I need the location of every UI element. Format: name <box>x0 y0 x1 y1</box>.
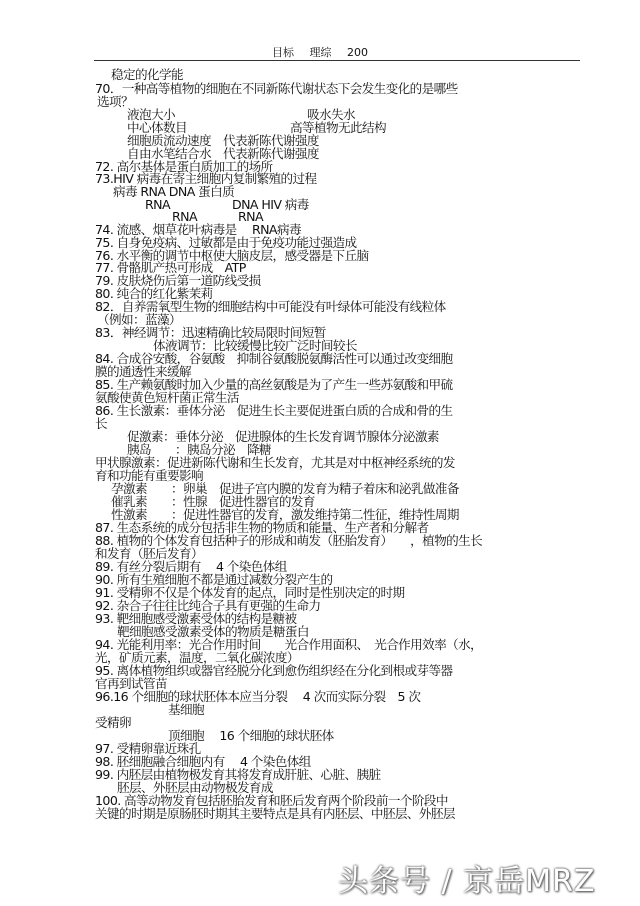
text-line: 胚层、外胚层由动物极发育成 <box>117 780 273 795</box>
text-line: 73.HIV 病毒在寄主细胞内复制繁殖的过程 <box>95 171 317 186</box>
page-header <box>0 44 640 60</box>
text-line: 胰岛 ：胰岛分泌 降糖 <box>127 442 271 457</box>
text-line: 87. 生态系统的成分包括非生物的物质和能量、生产者和分解者 <box>95 520 429 535</box>
text-line: 82．自养需氧型生物的细胞结构中可能没有叶绿体可能没有线粒体 <box>95 299 446 314</box>
text-line: 90. 所有生殖细胞不都是通过减数分裂产生的 <box>95 572 333 587</box>
text-line: 99. 内胚层由植物极发育其将发育成肝脏、心脏、胰脏 <box>95 767 381 782</box>
text-line: 氨酸使黄色短杆菌正常生活 <box>95 390 239 405</box>
text-line: 91. 受精卵不仅是个体发育的起点，同时是性别决定的时期 <box>95 585 405 600</box>
text-line: 72. 高尔基体是蛋白质加工的场所 <box>95 159 273 174</box>
header-rule <box>94 60 580 61</box>
text-line: （例如：蓝藻） <box>97 312 181 327</box>
text-line: 自由水笔结合水 代表新陈代谢强度 <box>127 146 319 161</box>
text-line: 体液调节：比较缓慢比较广泛时间较长 <box>153 338 357 353</box>
text-line: 育和功能有重要影响 <box>95 468 203 483</box>
text-line: 93. 靶细胞感受激素受体的结构是糖被 <box>95 611 297 626</box>
text-line: 催乳素 ：性腺 促进性器官的发育 <box>111 494 315 509</box>
text-line: RNA <box>145 197 170 212</box>
text-line: 和发育（胚后发育） <box>95 546 203 561</box>
text-line: 高等植物无此结构 <box>290 120 386 135</box>
text-line: RNA <box>238 209 263 224</box>
text-line: 吸水失水 <box>307 107 355 122</box>
text-line: 98. 胚细胞融合细胞内有 4 个染色体组 <box>95 754 311 769</box>
text-line: 官再到试管苗 <box>95 676 167 691</box>
watermark: 头条号 / 京岳MRZ <box>338 864 596 899</box>
text-line: 94. 光能利用率：光合作用时间 光合作用面积、 光合作用效率（水， <box>95 637 483 652</box>
text-line: 89. 有丝分裂后期有 4 个染色体组 <box>95 559 287 574</box>
text-line: 85. 生产赖氨酸时加入少量的高丝氨酸是为了产生一些苏氨酸和甲硫 <box>95 377 453 392</box>
text-line: 100. 高等动物发育包括胚胎发育和胚后发育两个阶段前一个阶段中 <box>95 793 448 808</box>
text-line: 甲状腺激素：促进新陈代谢和生长发育，尤其是对中枢神经系统的发 <box>95 455 455 470</box>
text-line: 关键的时期是原肠胚时期其主要特点是具有内胚层、中胚层、外胚层 <box>95 806 455 821</box>
text-line: 基细胞 <box>168 702 204 717</box>
text-line: 96.16 个细胞的球状胚体本应当分裂 4 次而实际分裂 5 次 <box>95 689 421 704</box>
text-line: 长 <box>95 416 107 431</box>
text-line: 液泡大小 <box>127 107 175 122</box>
text-line: 顶细胞 16 个细胞的球状胚体 <box>168 728 334 743</box>
text-line: 76. 水平衡的调节中枢使大脑皮层，感受器是下丘脑 <box>95 248 369 263</box>
text-line: 膜的通透性来缓解 <box>95 364 191 379</box>
text-line: 病毒 RNA DNA 蛋白质 <box>113 184 235 199</box>
text-line: 77. 骨骼肌产热可形成 ATP <box>95 260 246 275</box>
text-line: 中心体数目 <box>127 120 187 135</box>
text-line: 80. 纯合的红化紫茉莉 <box>95 286 213 301</box>
text-line: 95. 离体植物组织或器官经脱分化到愈伤组织经在分化到根或芽等器 <box>95 663 453 678</box>
text-line: RNA <box>172 209 197 224</box>
header-middle: 理综 <box>309 46 332 59</box>
text-line: 74. 流感、烟草花叶病毒是 RNA病毒 <box>95 222 301 237</box>
text-line: 92. 杂合子往往比纯合子具有更强的生命力 <box>95 598 321 613</box>
text-line: 97. 受精卵靠近珠孔 <box>95 741 201 756</box>
text-line: 83．神经调节：迅速精确比较局限时间短暂 <box>95 325 326 340</box>
text-line: 稳定的化学能 <box>111 67 183 82</box>
text-line: 88. 植物的个体发育包括种子的形成和萌发（胚胎发育） ，植物的生长 <box>95 533 483 548</box>
text-line: 促激素：垂体分泌 促进腺体的生长发育调节腺体分泌激素 <box>127 429 439 444</box>
text-line: 选项？ <box>97 94 133 109</box>
header-page-number: 200 <box>347 46 368 59</box>
text-line: 70．一种高等植物的细胞在不同新陈代谢状态下会发生变化的是哪些 <box>95 81 458 96</box>
text-line: 性激素 ：促进性器官的发育，激发维持第二性征，维持性周期 <box>111 507 459 522</box>
text-line: DNA HIV 病毒 <box>232 197 309 212</box>
text-line: 受精卵 <box>95 715 131 730</box>
text-line: 孕激素 ：卵巢 促进子宫内膜的发育为精子着床和泌乳做准备 <box>111 481 459 496</box>
text-line: 靶细胞感受激素受体的物质是糖蛋白 <box>117 624 309 639</box>
text-line: 79. 皮肤烧伤后第一道防线受损 <box>95 273 261 288</box>
header-left: 目标 <box>272 46 294 59</box>
text-line: 84. 合成谷安酸，谷氨酸 抑制谷氨酸脱氨酶活性可以通过改变细胞 <box>95 351 453 366</box>
text-line: 细胞质流动速度 代表新陈代谢强度 <box>127 133 319 148</box>
text-line: 75. 自身免疫病、过敏都是由于免疫功能过强造成 <box>95 235 357 250</box>
text-line: 86. 生长激素：垂体分泌 促进生长主要促进蛋白质的合成和骨的生 <box>95 403 453 418</box>
text-line: 光，矿质元素，温度，二氧化碳浓度） <box>95 650 299 665</box>
